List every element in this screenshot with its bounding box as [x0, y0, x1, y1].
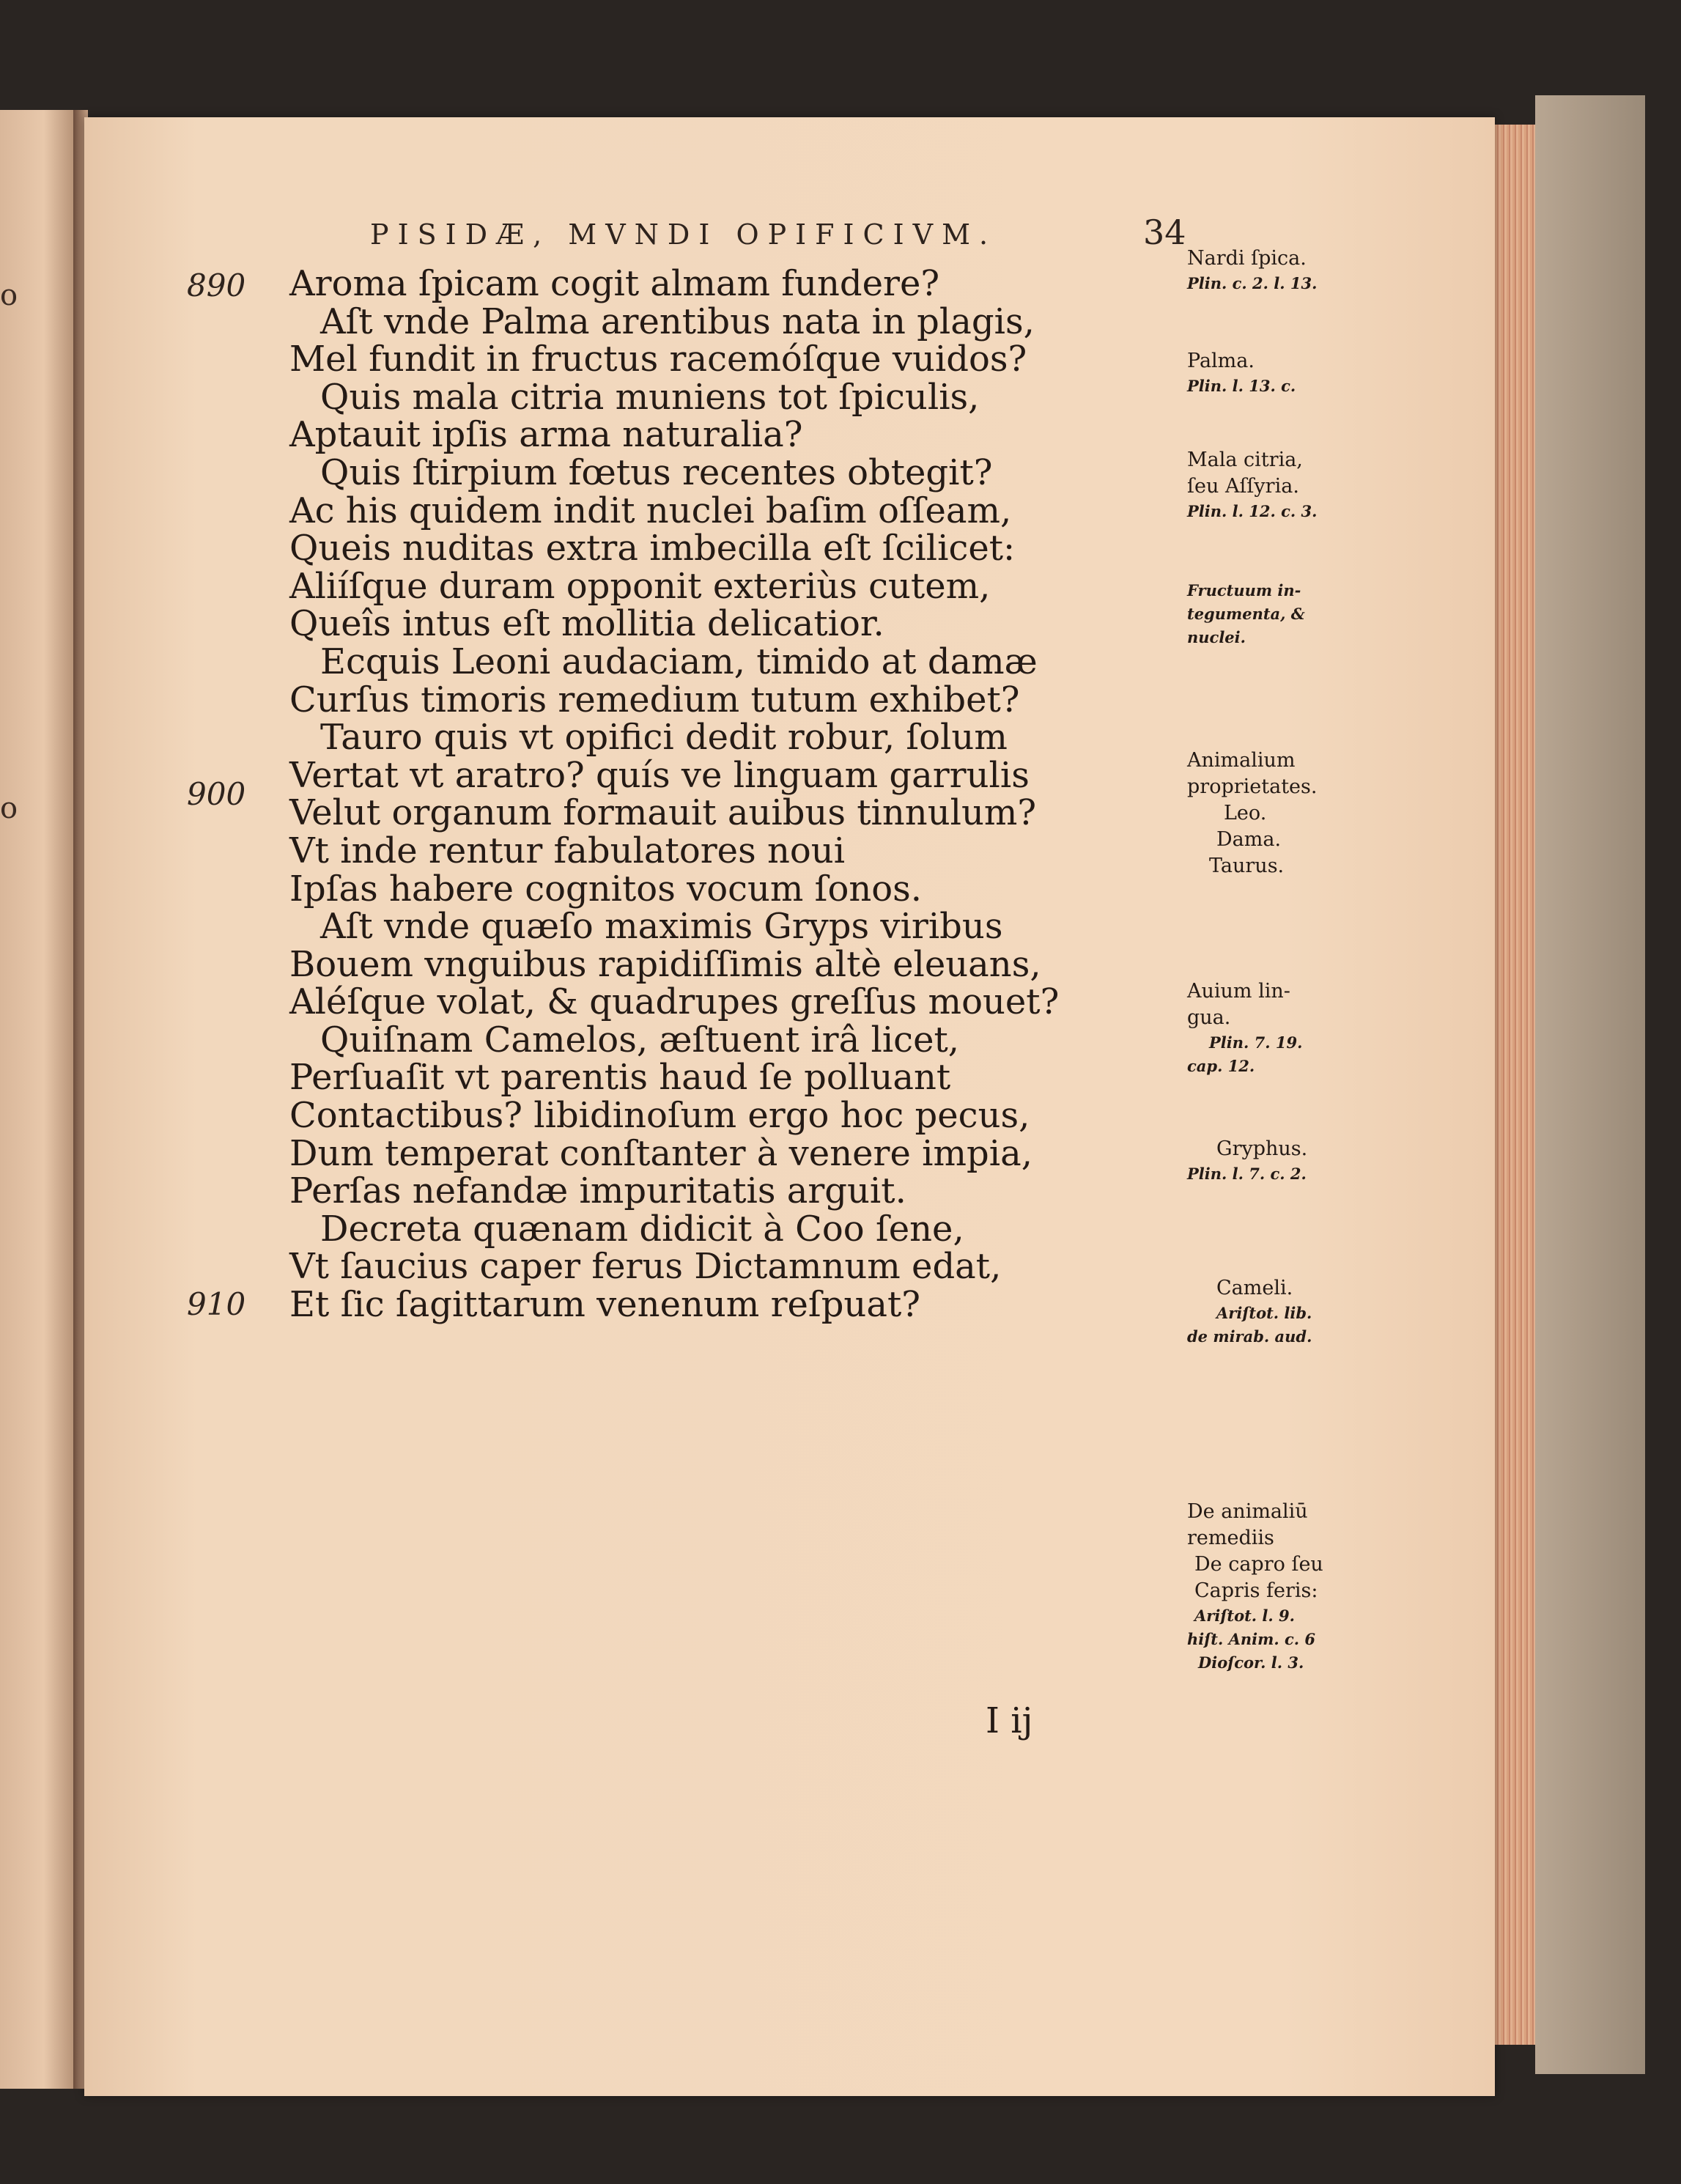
note-reference: Plin. l. 7. c. 2. — [1187, 1165, 1307, 1183]
verse-line: Velut organum formauit auibus tinnulum? — [289, 792, 1037, 834]
marginal-note — [1187, 246, 1356, 295]
verse-line: Decreta quænam didicit à Coo ſene, — [320, 1208, 964, 1250]
facing-page-edge — [0, 110, 73, 2089]
line-number: 910 — [187, 1286, 246, 1322]
note-text: Taurus. — [1209, 855, 1285, 877]
note-text: Nardi ſpica. — [1187, 247, 1307, 270]
marginal-note — [1187, 748, 1356, 879]
note-text: Animalium — [1187, 749, 1296, 772]
facing-page-number: o — [0, 792, 18, 825]
note-reference: Ariſtot. lib. — [1216, 1304, 1312, 1322]
catchword: I ij — [986, 1700, 1033, 1741]
verse-line: Ecquis Leoni audaciam, timido at damæ — [320, 641, 1038, 682]
note-reference: tegumenta, & — [1187, 605, 1305, 623]
note-reference: Plin. l. 13. c. — [1187, 377, 1296, 395]
note-text: Dama. — [1216, 828, 1282, 851]
verse-line: Aliíſque duram opponit exteriùs cutem, — [289, 565, 991, 607]
note-text: Cameli. — [1216, 1277, 1293, 1299]
verse-line: Quis ſtirpium fœtus recentes obtegit? — [320, 451, 993, 493]
note-text: Auium lin- — [1187, 980, 1290, 1003]
note-reference: nuclei. — [1187, 628, 1246, 646]
note-reference: Dioſcor. l. 3. — [1198, 1653, 1304, 1672]
verse-line: Tauro quis vt opifici dedit robur, ſolum — [320, 717, 1008, 759]
note-reference: Plin. c. 2. l. 13. — [1187, 274, 1318, 292]
verse-line: Curſus timoris remedium tutum exhibet? — [289, 679, 1020, 720]
marginal-note — [1187, 447, 1356, 523]
page-number: 34 — [1143, 213, 1186, 252]
verse-line: Et ſic ſagittarum venenum reſpuat? — [289, 1284, 920, 1326]
running-header: PISIDÆ, MVNDI OPIFICIVM. — [370, 218, 997, 251]
verse-line: Vt ſaucius caper ferus Dictamnum edat, — [289, 1246, 1002, 1288]
note-reference: cap. 12. — [1187, 1057, 1255, 1075]
verse-line: Queis nuditas extra imbecilla eſt ſcilicet: — [289, 528, 1016, 569]
verse-line: Vertat vt aratro? quís ve linguam garrulis — [289, 754, 1030, 796]
verse-line: Dum temperat conſtanter à venere impia, — [289, 1132, 1032, 1174]
note-text: remediis — [1187, 1527, 1274, 1549]
verse-line: Queîs intus eſt mollitia delicatior. — [289, 603, 884, 645]
marginal-note — [1187, 579, 1356, 649]
page-fore-edge — [1495, 125, 1535, 2045]
verse-line: Aſt vnde quæſo maximis Gryps viribus — [320, 906, 1003, 948]
verse-line: Aroma ſpicam cogit almam fundere? — [289, 263, 940, 304]
verse-line: Aſt vnde Palma arentibus nata in plagis, — [320, 300, 1035, 342]
note-reference: de mirab. aud. — [1187, 1327, 1312, 1346]
line-number: 890 — [187, 268, 246, 303]
note-text: Capris feris: — [1194, 1579, 1318, 1602]
note-reference: Plin. 7. 19. — [1209, 1033, 1303, 1052]
note-reference: Plin. l. 12. c. 3. — [1187, 502, 1318, 520]
verse-line: Quiſnam Camelos, æſtuent irâ licet, — [320, 1019, 960, 1060]
note-reference: Fructuum in- — [1187, 581, 1301, 600]
note-text: proprietates. — [1187, 775, 1318, 798]
line-number: 900 — [187, 776, 246, 812]
verse-line: Perſuaſit vt parentis haud ſe polluant — [289, 1057, 951, 1099]
book-cover-edge — [1535, 95, 1645, 2074]
marginal-note — [1187, 1275, 1356, 1349]
note-text: De capro ſeu — [1194, 1553, 1323, 1576]
marginal-note — [1187, 978, 1356, 1078]
note-reference: hiſt. Anim. c. 6 — [1187, 1630, 1316, 1648]
verse-line: Aptauit ipſis arma naturalia? — [289, 414, 803, 456]
verse-line: Aléſque volat, & quadrupes greſſus mouet? — [289, 981, 1060, 1023]
note-text: Palma. — [1187, 350, 1255, 372]
verse-block — [289, 265, 1139, 1324]
verse-line: Mel fundit in fructus racemóſque vuidos? — [289, 339, 1027, 380]
verse-line: Contactibus? libidinoſum ergo hoc pecus, — [289, 1095, 1030, 1137]
note-text: Leo. — [1224, 802, 1267, 824]
verse-line: Ipſas habere cognitos vocum ſonos. — [289, 868, 923, 910]
note-text: gua. — [1187, 1006, 1231, 1029]
note-text: ſeu Aſſyria. — [1187, 475, 1299, 498]
marginal-note — [1187, 1136, 1356, 1186]
note-text: De animaliū — [1187, 1500, 1308, 1523]
verse-line: Bouem vnguibus rapidiſſimis altè eleuans, — [289, 943, 1041, 985]
verse-line: Ac his quidem indit nuclei baſim oſſeam, — [289, 490, 1012, 531]
note-reference: Ariſtot. l. 9. — [1194, 1606, 1295, 1625]
marginal-note — [1187, 348, 1356, 398]
facing-page-number: o — [0, 278, 18, 312]
verse-line: Vt inde rentur fabulatores noui — [289, 830, 846, 871]
note-text: Gryphus. — [1216, 1137, 1308, 1160]
note-text: Mala citria, — [1187, 449, 1303, 471]
marginal-note — [1187, 1499, 1356, 1675]
verse-line: Perſas nefandæ impuritatis arguit. — [289, 1170, 906, 1212]
verse-line: Quis mala citria muniens tot ſpiculis, — [320, 376, 980, 418]
